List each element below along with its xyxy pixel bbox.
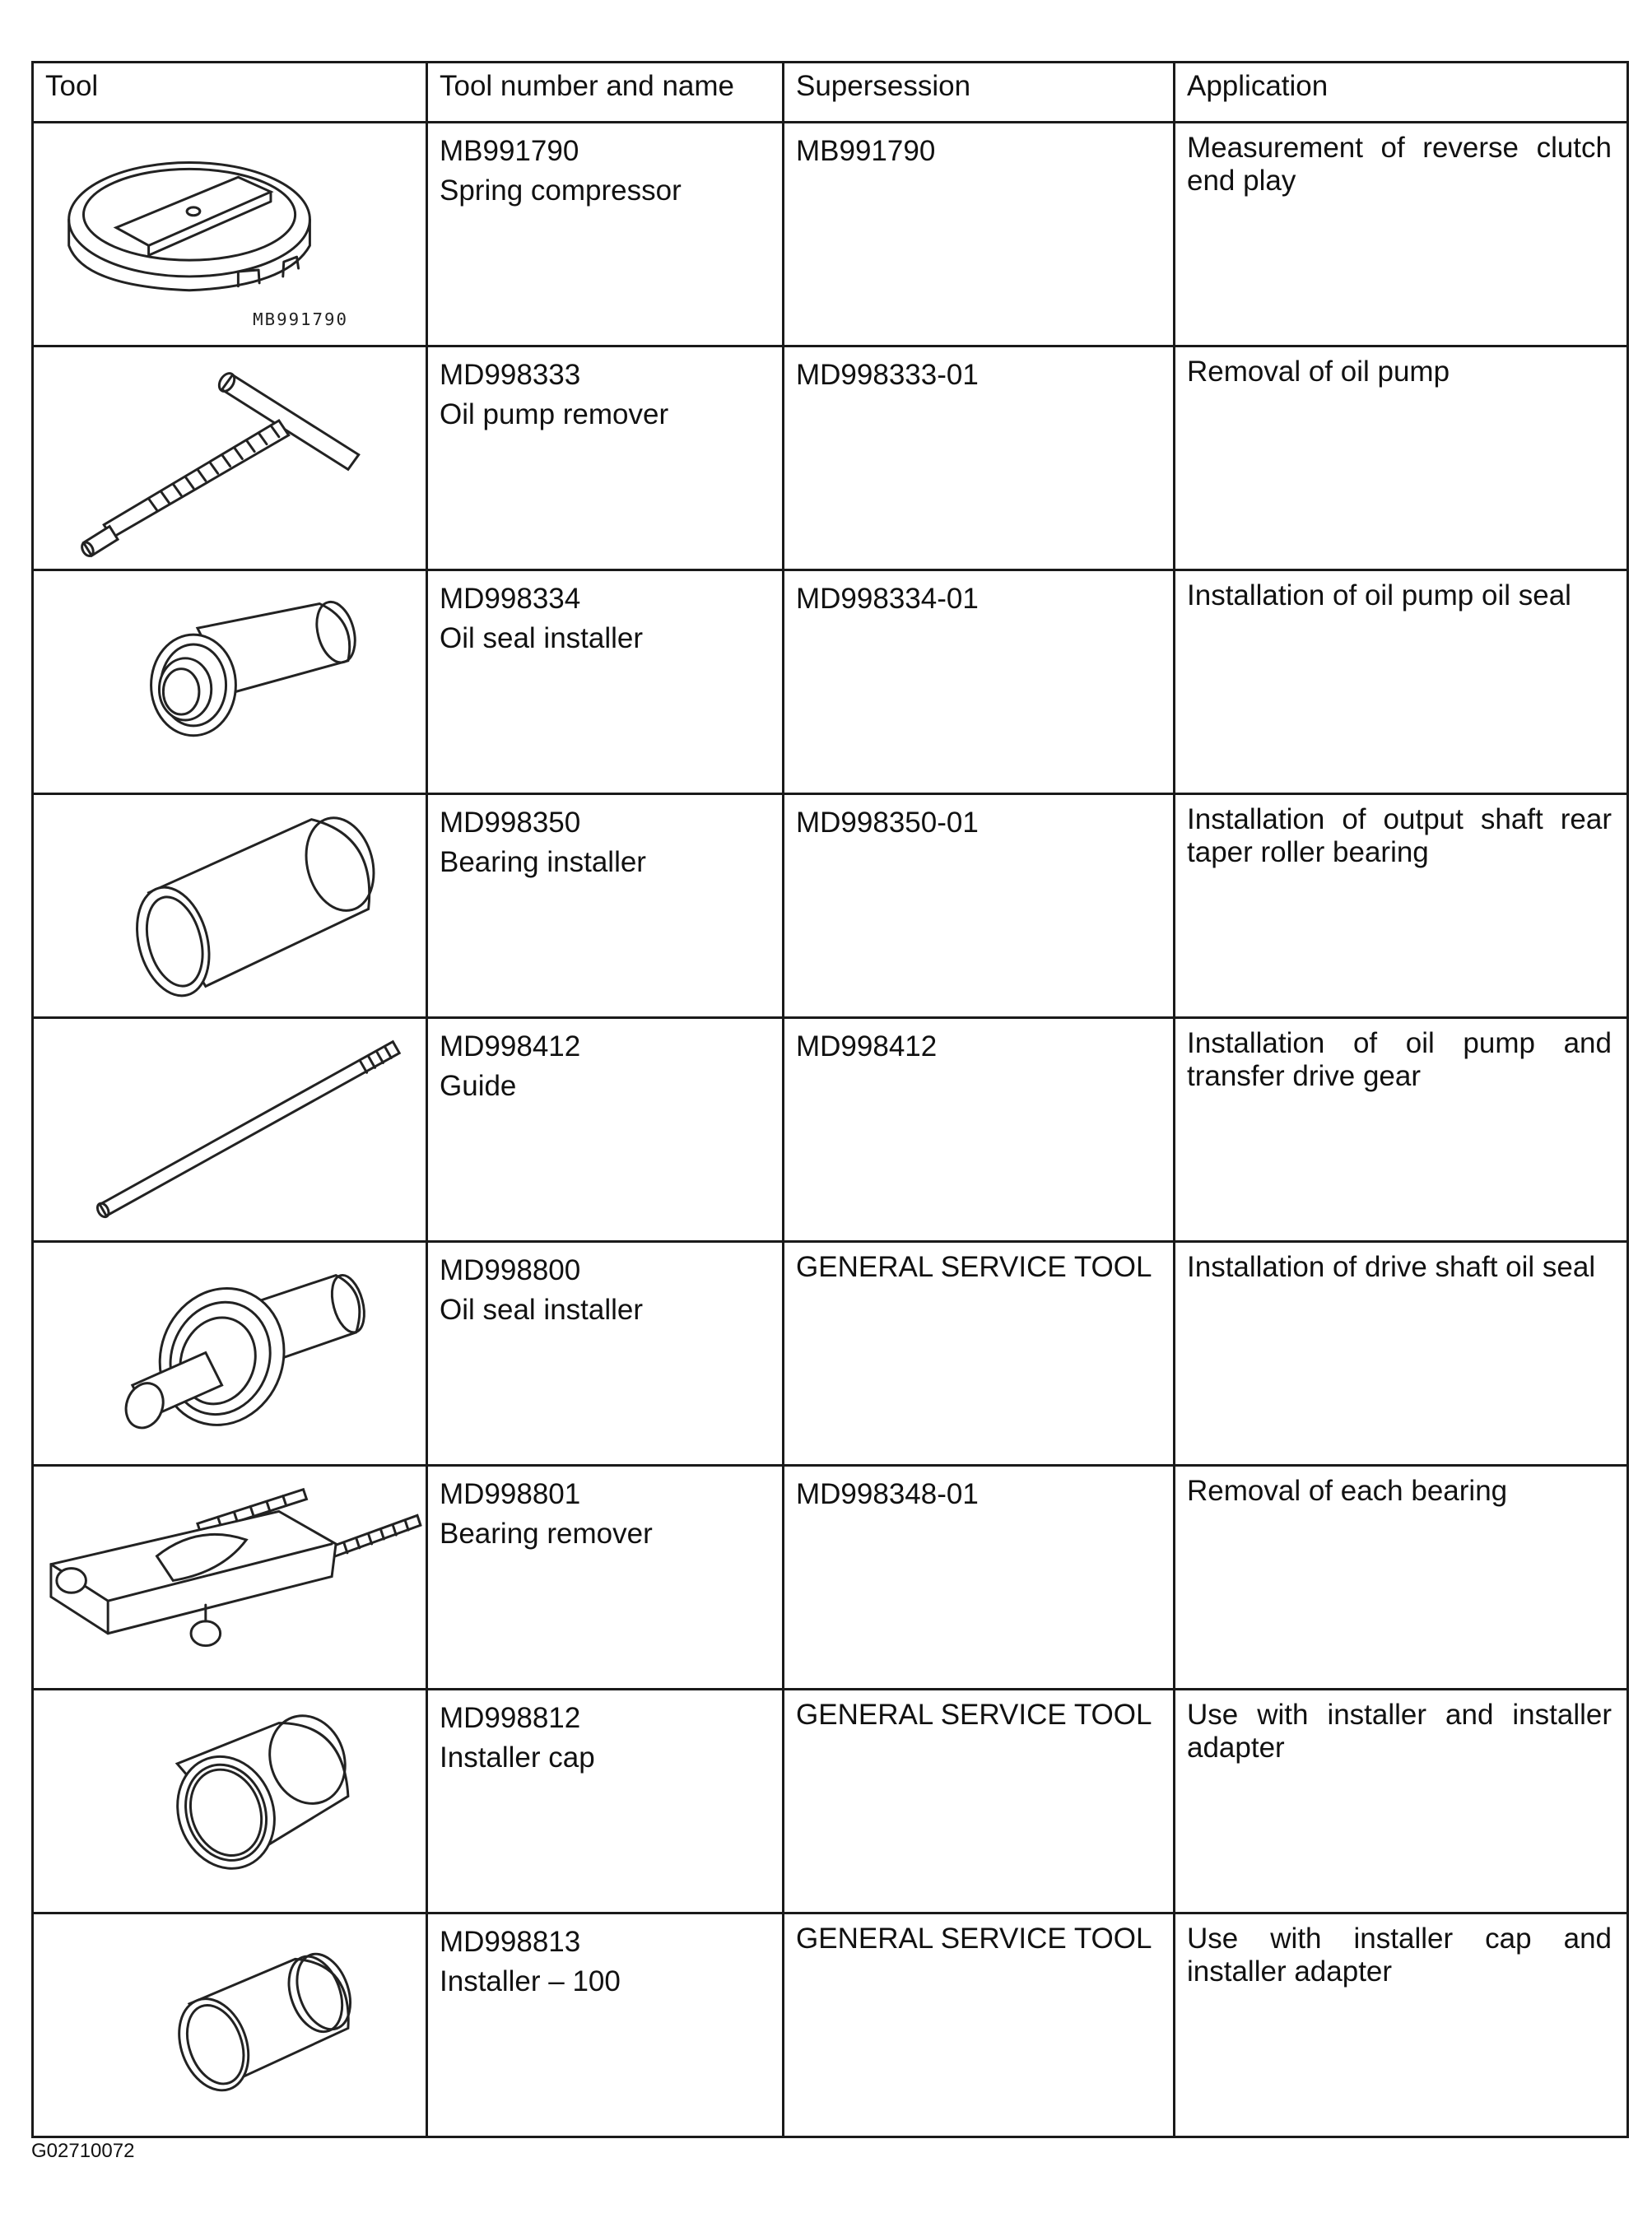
supersession-cell [784, 1242, 1175, 1466]
tool-number: MD998800 [440, 1254, 581, 1286]
application-text: Use with installer cap and installer adapter [1187, 1923, 1612, 1988]
tool-number: MD998813 [440, 1926, 581, 1958]
installer-cap-icon [34, 1690, 426, 1912]
application-cell [1175, 1018, 1628, 1242]
application-cell [1175, 570, 1628, 794]
tool-number-name-cell [427, 1690, 784, 1913]
tool-image-cell [33, 1690, 427, 1913]
application-cell [1175, 1242, 1628, 1466]
supersession-value: GENERAL SERVICE TOOL [796, 1923, 1152, 1955]
header-application: Application [1175, 63, 1628, 123]
application-cell [1175, 346, 1628, 570]
tool-image-label: MB991790 [253, 309, 348, 330]
application-cell [1175, 1466, 1628, 1690]
supersession-value: MD998334-01 [796, 583, 979, 615]
tool-name: Oil pump remover [440, 398, 669, 430]
application-cell [1175, 1690, 1628, 1913]
figure-id: G02710072 [31, 2140, 135, 2162]
supersession-cell [784, 123, 1175, 346]
supersession-value: GENERAL SERVICE TOOL [796, 1699, 1152, 1731]
tool-number-name-cell [427, 1242, 784, 1466]
supersession-value: MD998333-01 [796, 359, 979, 391]
supersession-cell [784, 1018, 1175, 1242]
supersession-cell [784, 1913, 1175, 2137]
tool-name: Oil seal installer [440, 622, 644, 654]
tool-image-cell [33, 794, 427, 1018]
tool-table-sheet [31, 61, 1626, 2125]
header-supersession: Supersession [784, 63, 1175, 123]
supersession-value: GENERAL SERVICE TOOL [796, 1251, 1152, 1283]
application-text: Installation of output shaft rear taper roller bearing [1187, 803, 1612, 868]
guide-rod-icon [34, 1019, 426, 1240]
table-row [33, 794, 1628, 1018]
tool-name: Oil seal installer [440, 1294, 644, 1326]
tool-number: MD998812 [440, 1702, 581, 1734]
application-text: Measurement of reverse clutch end play [1187, 132, 1612, 197]
header-tool-number-name: Tool number and name [427, 63, 784, 123]
tool-number-name-cell [427, 794, 784, 1018]
table-row [33, 1018, 1628, 1242]
application-text: Removal of oil pump [1187, 356, 1450, 388]
table-row [33, 570, 1628, 794]
bearing-remover-icon [34, 1467, 426, 1688]
supersession-cell [784, 1690, 1175, 1913]
special-tools-table [31, 61, 1629, 2138]
application-text: Use with installer and installer adapter [1187, 1699, 1612, 1764]
tool-name: Bearing remover [440, 1518, 653, 1550]
oil-pump-remover-icon [34, 347, 426, 569]
tool-number: MD998350 [440, 807, 581, 839]
tool-number: MD998333 [440, 359, 581, 391]
tool-image-cell [33, 346, 427, 570]
tool-number-name-cell [427, 570, 784, 794]
application-text: Installation of drive shaft oil seal [1187, 1251, 1596, 1283]
tool-image-cell [33, 1466, 427, 1690]
tool-number-name-cell [427, 1018, 784, 1242]
spring-compressor-icon [34, 123, 426, 345]
supersession-value: MD998348-01 [796, 1478, 979, 1510]
tool-number-name-cell [427, 123, 784, 346]
tool-number: MD998334 [440, 583, 581, 615]
application-cell [1175, 1913, 1628, 2137]
table-row [33, 1690, 1628, 1913]
table-header-row [33, 63, 1628, 123]
table-row [33, 123, 1628, 346]
tool-image-cell [33, 1913, 427, 2137]
tool-number-name-cell [427, 1913, 784, 2137]
supersession-cell [784, 1466, 1175, 1690]
supersession-value: MD998412 [796, 1030, 938, 1063]
table-row [33, 346, 1628, 570]
bearing-installer-icon [34, 795, 426, 1016]
header-tool: Tool [33, 63, 427, 123]
supersession-cell [784, 570, 1175, 794]
tool-name: Bearing installer [440, 846, 646, 878]
oil-seal-installer-icon [34, 571, 426, 793]
application-cell [1175, 123, 1628, 346]
tool-number-name-cell [427, 346, 784, 570]
application-text: Removal of each bearing [1187, 1475, 1508, 1507]
tool-name: Installer cap [440, 1741, 595, 1774]
supersession-cell [784, 794, 1175, 1018]
tool-number: MB991790 [440, 135, 579, 167]
tool-image-cell [33, 123, 427, 346]
application-text: Installation of oil pump oil seal [1187, 579, 1571, 611]
oil-seal-installer-icon [34, 1243, 426, 1464]
tool-name: Spring compressor [440, 174, 682, 207]
table-row [33, 1242, 1628, 1466]
tool-name: Guide [440, 1070, 517, 1102]
supersession-value: MD998350-01 [796, 807, 979, 839]
table-row [33, 1913, 1628, 2137]
tool-image-cell [33, 570, 427, 794]
application-cell [1175, 794, 1628, 1018]
tool-name: Installer – 100 [440, 1965, 621, 1997]
tool-image-cell [33, 1242, 427, 1466]
tool-number-name-cell [427, 1466, 784, 1690]
tool-number: MD998801 [440, 1478, 581, 1510]
supersession-cell [784, 346, 1175, 570]
tool-image-cell [33, 1018, 427, 1242]
supersession-value: MB991790 [796, 135, 936, 167]
installer-sleeve-icon [34, 1914, 426, 2136]
table-row [33, 1466, 1628, 1690]
application-text: Installation of oil pump and transfer drive gear [1187, 1027, 1612, 1092]
tool-number: MD998412 [440, 1030, 581, 1063]
